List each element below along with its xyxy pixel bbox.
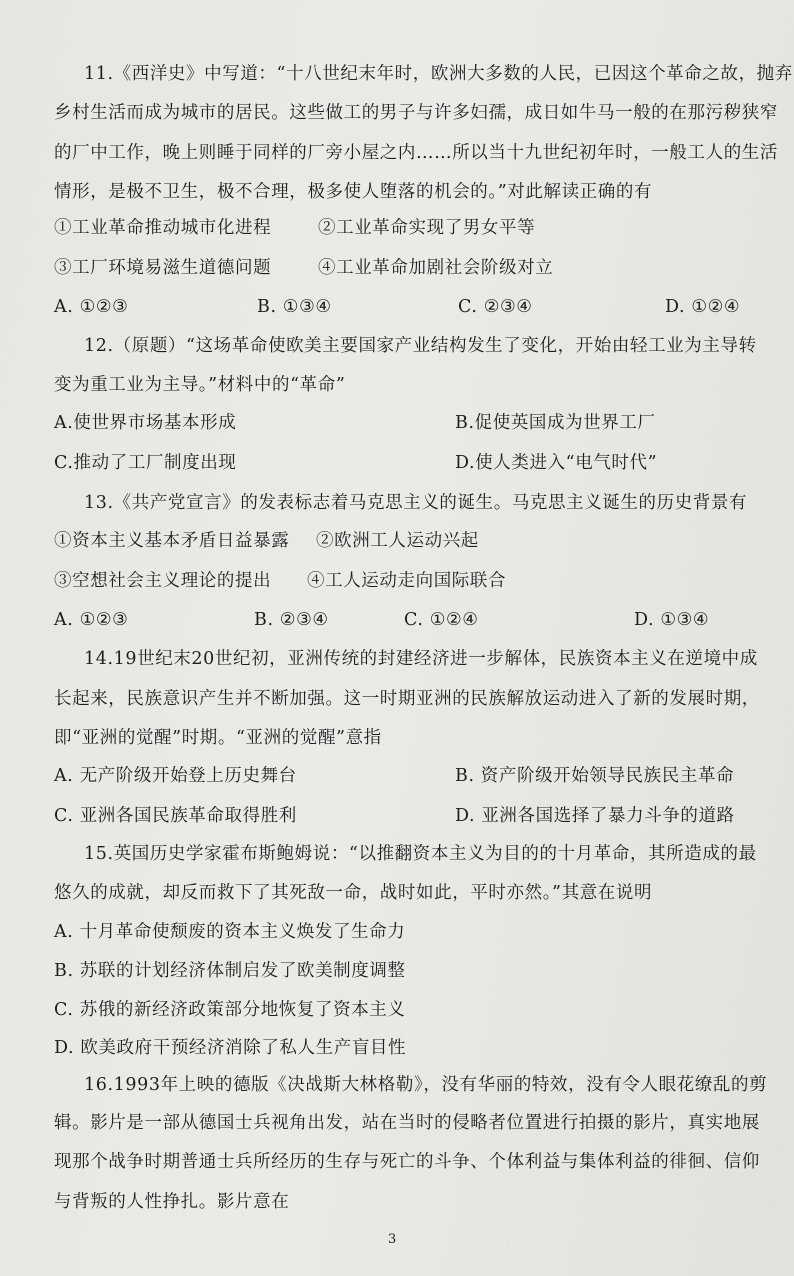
q16-line-2: 辑。影片是一部从德国士兵视角出发，站在当时的侵略者位置进行拍摄的影片，真实地展 (54, 1113, 760, 1133)
q11-line-1: 11.《西洋史》中写道：“十八世纪末年时，欧洲大多数的人民，已因这个革命之故，抛弃 (84, 64, 793, 84)
q15-option-d: D. 欧美政府干预经济消除了私人生产盲目性 (54, 1038, 407, 1058)
q16-line-3: 现那个战争时期普通士兵所经历的生存与死亡的斗争、个体利益与集体利益的徘徊、信仰 (54, 1152, 760, 1172)
q15-option-c: C. 苏俄的新经济政策部分地恢复了资本主义 (54, 1000, 406, 1020)
q11-option-c: C. ②③④ (458, 297, 533, 317)
q13-item-2: ②欧洲工人运动兴起 (316, 531, 479, 551)
q12-option-d: D.使人类进入“电气时代” (455, 453, 658, 473)
q12-option-c: C.推动了工厂制度出现 (54, 453, 237, 473)
q14-line-3: 即“亚洲的觉醒”时期。“亚洲的觉醒”意指 (54, 728, 382, 748)
q11-option-a: A. ①②③ (54, 297, 129, 317)
q11-line-3: 的厂中工作，晚上则睡于同样的厂旁小屋之内……所以当十九世纪初年时，一般工人的生活 (54, 143, 778, 163)
q11-line-2: 乡村生活而成为城市的居民。这些做工的男子与许多妇孺，成日如牛马一般的在那污秽狭窄 (54, 103, 778, 123)
q14-option-a: A. 无产阶级开始登上历史舞台 (54, 766, 297, 786)
q11-option-d: D. ①②④ (665, 297, 741, 317)
q13-option-d: D. ①③④ (634, 610, 710, 630)
q11-line-4: 情形，是极不卫生，极不合理，极多使人堕落的机会的。”对此解读正确的有 (54, 182, 653, 202)
q15-line-2: 悠久的成就，却反而救下了其死敌一命，战时如此，平时亦然。”其意在说明 (54, 883, 653, 903)
q13-line-1: 13.《共产党宣言》的发表标志着马克思主义的诞生。马克思主义诞生的历史背景有 (84, 493, 748, 513)
q14-option-d: D. 亚洲各国选择了暴力斗争的道路 (455, 806, 735, 826)
q15-line-1: 15.英国历史学家霍布斯鲍姆说：“以推翻资本主义为目的的十月革命，其所造成的最 (84, 844, 757, 864)
q13-option-c: C. ①②④ (404, 610, 479, 630)
q11-item-2: ②工业革命实现了男女平等 (318, 218, 536, 238)
q15-option-b: B. 苏联的计划经济体制启发了欧美制度调整 (54, 961, 406, 981)
q13-option-b: B. ②③④ (254, 610, 329, 630)
q12-line-2: 变为重工业为主导。”材料中的“革命” (54, 375, 346, 395)
q12-line-1: 12.（原题）“这场革命使欧美主要国家产业结构发生了变化，开始由轻工业为主导转 (84, 336, 757, 356)
q13-item-4: ④工人运动走向国际联合 (307, 571, 507, 591)
q16-line-4: 与背叛的人性挣扎。影片意在 (54, 1192, 290, 1212)
q13-option-a: A. ①②③ (54, 610, 129, 630)
q14-option-c: C. 亚洲各国民族革命取得胜利 (54, 806, 297, 826)
q12-option-b: B.促使英国成为世界工厂 (455, 413, 656, 433)
q11-item-4: ④工业革命加剧社会阶级对立 (318, 258, 554, 278)
q14-option-b: B. 资产阶级开始领导民族民主革命 (455, 766, 735, 786)
q15-option-a: A. 十月革命使颓废的资本主义焕发了生命力 (54, 922, 406, 942)
page-number: 3 (388, 1232, 397, 1247)
q14-line-1: 14.19世纪末20世纪初，亚洲传统的封建经济进一步解体，民族资本主义在逆境中成 (84, 649, 758, 669)
q13-item-3: ③空想社会主义理论的提出 (54, 571, 272, 591)
q14-line-2: 长起来，民族意识产生并不断加强。这一时期亚洲的民族解放运动进入了新的发展时期， (54, 689, 760, 709)
q11-item-3: ③工厂环境易滋生道德问题 (54, 258, 272, 278)
q13-item-1: ①资本主义基本矛盾日益暴露 (54, 531, 290, 551)
q11-item-1: ①工业革命推动城市化进程 (54, 218, 272, 238)
q12-option-a: A.使世界市场基本形成 (54, 413, 237, 433)
q16-line-1: 16.1993年上映的德版《决战斯大林格勒》，没有华丽的特效，没有令人眼花缭乱的剪 (84, 1075, 768, 1095)
q11-option-b: B. ①③④ (257, 297, 332, 317)
